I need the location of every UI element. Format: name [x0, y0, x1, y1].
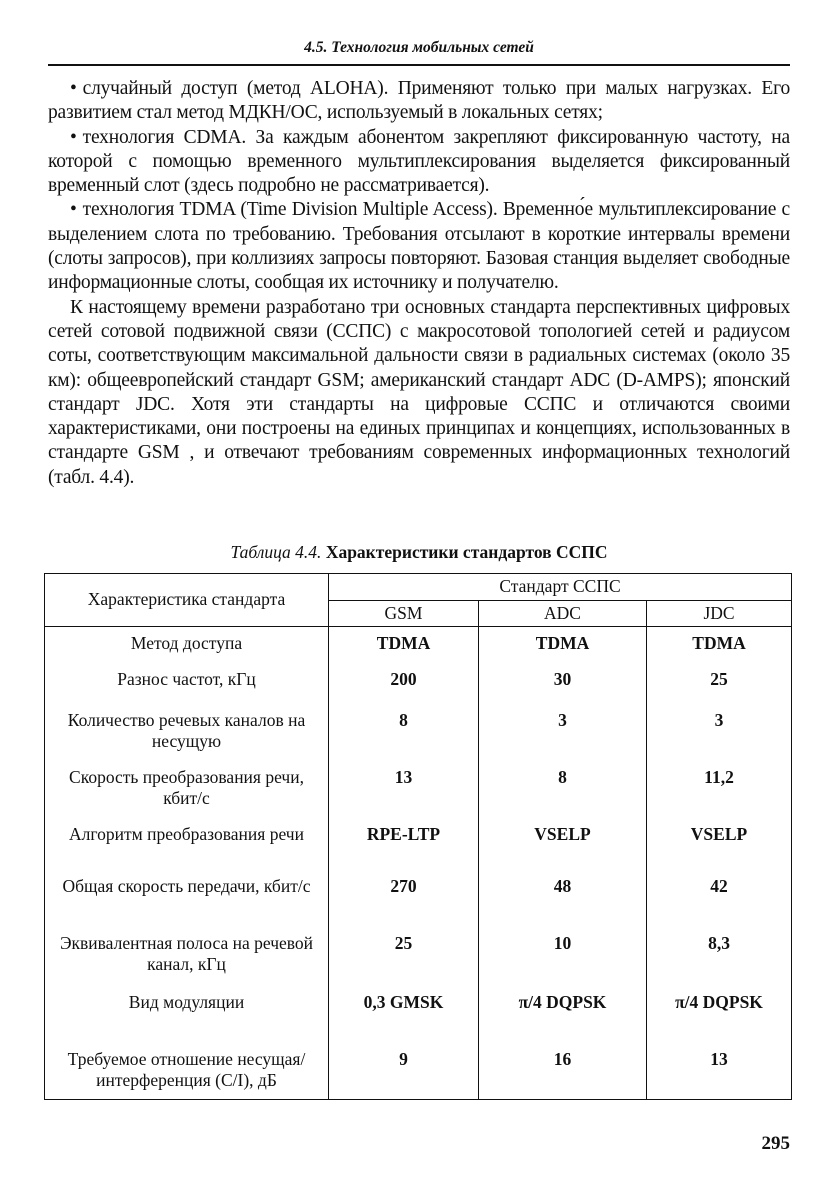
paragraph-bullet-aloha [48, 77, 790, 126]
table-cell-gsm: TDMA [329, 627, 479, 663]
table-cell-gsm: 0,3 GMSK [329, 986, 479, 1031]
table-cell-param: Эквивалентная полоса на речевой канал, кГц [45, 927, 329, 986]
table-caption [48, 541, 790, 563]
table-cell-param: Вид модуляции [45, 986, 329, 1031]
table-header-jdc: JDC [647, 600, 792, 627]
table-cell-adc: π/4 DQPSK [479, 986, 647, 1031]
table-row [45, 704, 792, 761]
table-row [45, 986, 792, 1031]
paragraph-standards [48, 296, 790, 490]
table-row [45, 627, 792, 663]
table-caption-label: Таблица 4.4. [230, 542, 322, 562]
paragraph-text: технология TDMA (Time Division Multiple Access). Временно́е мультиплексирование с выделением слота по требованию. Требования отсылают в короткие интервалы времени (слоты запросов), при коллизиях запросы повторяют. Базовая станция выделяет свободные информационные слоты, сообщая их источнику и получателю. [48, 199, 790, 294]
table-cell-adc: 16 [479, 1031, 647, 1100]
table-cell-param: Количество речевых каналов на несущую [45, 704, 329, 761]
table-row [45, 761, 792, 818]
table-cell-gsm: 8 [329, 704, 479, 761]
bullet-marker: • [70, 126, 77, 148]
table-row [45, 927, 792, 986]
table-cell-adc: 48 [479, 870, 647, 927]
table-cell-param: Скорость преобразования речи, кбит/с [45, 761, 329, 818]
table-cell-adc: 8 [479, 761, 647, 818]
table-header-gsm: GSM [329, 600, 479, 627]
table-cell-gsm: 25 [329, 927, 479, 986]
table-cell-jdc: 8,3 [647, 927, 792, 986]
table-cell-gsm: 270 [329, 870, 479, 927]
table-row [45, 818, 792, 870]
table-cell-jdc: TDMA [647, 627, 792, 663]
table-row [45, 1031, 792, 1100]
table-cell-param: Общая скорость передачи, кбит/с [45, 870, 329, 927]
table-cell-gsm: 9 [329, 1031, 479, 1100]
paragraph-bullet-cdma [48, 126, 790, 199]
table-cell-gsm: RPE-LTP [329, 818, 479, 870]
table-cell-param: Требуемое отношение несущая/интерференция (С/І), дБ [45, 1031, 329, 1100]
table-row [45, 663, 792, 704]
table-cell-gsm: 200 [329, 663, 479, 704]
page-number: 295 [761, 1133, 790, 1154]
table-cell-jdc: VSELP [647, 818, 792, 870]
table-header-param: Характеристика стандарта [45, 574, 329, 627]
table-cell-param: Разнос частот, кГц [45, 663, 329, 704]
bullet-marker: • [70, 199, 77, 221]
body-text [48, 77, 790, 490]
table-row [45, 870, 792, 927]
table-cell-jdc: 25 [647, 663, 792, 704]
table-header-adc: ADC [479, 600, 647, 627]
table-cell-gsm: 13 [329, 761, 479, 818]
table-cell-adc: TDMA [479, 627, 647, 663]
table-cell-jdc: π/4 DQPSK [647, 986, 792, 1031]
table-cell-adc: 10 [479, 927, 647, 986]
header-rule [48, 64, 790, 66]
table-cell-param: Метод доступа [45, 627, 329, 663]
paragraph-text: К настоящему времени разработано три основных стандарта перспективных цифровых сетей сотовой подвижной связи (ССПС) с макросотовой топологией сетей и радиусом соты, соответствующим максимальной дальности связи в радиальных системах (около 35 км): общеевропейский стандарт GSM; американский стандарт ADC (D-AMPS); японский стандарт JDC. Хотя эти стандарты на цифровые ССПС и отличаются своими характеристиками, они построены на единых принципах и концепциях, использованных в стандарте GSM , и отвечают требованиям современных информационных технологий (табл. 4.4). [48, 296, 790, 488]
table-cell-adc: 3 [479, 704, 647, 761]
running-header: 4.5. Технология мобильных сетей [304, 39, 534, 56]
table-cell-jdc: 42 [647, 870, 792, 927]
paragraph-bullet-tdma [48, 198, 790, 295]
paragraph-text: случайный доступ (метод ALOHA). Применяют только при малых нагрузках. Его развитием стал метод МДКН/ОС, используемый в локальных сетях; [48, 78, 790, 124]
table-cell-jdc: 3 [647, 704, 792, 761]
table-caption-title: Характеристики стандартов ССПС [325, 542, 608, 562]
table-cell-adc: VSELP [479, 818, 647, 870]
table-cell-adc: 30 [479, 663, 647, 704]
table-cell-jdc: 13 [647, 1031, 792, 1100]
table-cell-jdc: 11,2 [647, 761, 792, 818]
paragraph-text: технология CDMA. За каждым абонентом закрепляют фиксированную частоту, на которой с помощью временного мультиплексирования выделяется фиксированный временный слот (здесь подробно не рассматривается). [48, 126, 790, 197]
table-header-group: Стандарт ССПС [329, 574, 792, 601]
bullet-marker: • [70, 78, 77, 99]
table-cell-param: Алгоритм преобразования речи [45, 818, 329, 870]
standards-table [44, 573, 792, 1100]
